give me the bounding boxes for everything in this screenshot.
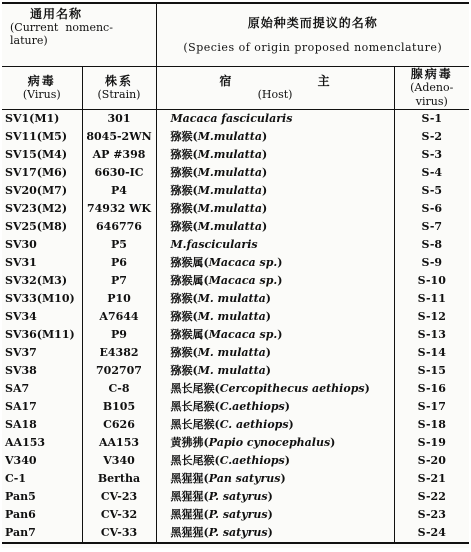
- virus-cell: SV38: [5, 364, 37, 377]
- host-scientific-name: M.fascicularis: [170, 238, 258, 251]
- virus-column-header: [2, 67, 82, 110]
- host-close-paren: ): [265, 310, 272, 323]
- host-cell: [156, 326, 394, 344]
- host-common-name: 黑猩猩(: [170, 472, 209, 485]
- table-row: [2, 488, 469, 506]
- adenovirus-cell: S-14: [394, 344, 469, 362]
- table-row: [2, 308, 469, 326]
- virus-cell: SV25(M8): [5, 220, 68, 233]
- strain-column-header: [82, 67, 156, 110]
- host-scientific-name: M. mulatta: [197, 310, 266, 323]
- host-common-name: 猕猴(: [170, 292, 198, 305]
- nomenclature-table: [2, 2, 469, 544]
- table-row: [2, 110, 469, 129]
- adenovirus-cell: S-3: [394, 146, 469, 164]
- host-common-name: 猕猴属(: [170, 274, 209, 287]
- adenovirus-cell: S-12: [394, 308, 469, 326]
- host-scientific-name: M.mulatta: [197, 184, 262, 197]
- adenovirus-cell: S-22: [394, 488, 469, 506]
- table-row: [2, 326, 469, 344]
- adenovirus-cell: S-18: [394, 416, 469, 434]
- current-nomenclature-en-1: (Current nomenc-: [10, 21, 113, 34]
- strain-cell: 646776: [82, 218, 156, 236]
- strain-cell: V340: [82, 452, 156, 470]
- strain-cell: P10: [82, 290, 156, 308]
- virus-cell: SV17(M6): [5, 166, 68, 179]
- host-cell: [156, 380, 394, 398]
- virus-cell: SV11(M5): [5, 130, 68, 143]
- virus-cell: SV37: [5, 346, 37, 359]
- virus-cell: C-1: [5, 472, 26, 485]
- current-nomenclature-header: [2, 3, 156, 67]
- host-close-paren: ): [277, 274, 283, 287]
- host-cell: [156, 434, 394, 452]
- host-close-paren: ): [267, 508, 273, 521]
- host-scientific-name: M.mulatta: [197, 202, 262, 215]
- strain-header-en: (Strain): [97, 88, 141, 101]
- host-scientific-name: M. mulatta: [197, 364, 266, 377]
- host-scientific-name: Pan satyrus: [208, 472, 281, 485]
- proposed-nomenclature-en: (Species of origin proposed nomenclature): [183, 40, 443, 54]
- strain-header-zh: 株系: [104, 74, 133, 88]
- host-cell: [156, 110, 394, 129]
- virus-cell: V340: [5, 454, 37, 467]
- host-cell: [156, 416, 394, 434]
- table-row: [2, 416, 469, 434]
- strain-cell: A7644: [82, 308, 156, 326]
- host-close-paren: ): [277, 328, 283, 341]
- strain-cell: P4: [82, 182, 156, 200]
- virus-cell: SA7: [5, 382, 30, 395]
- host-close-paren: ): [265, 292, 272, 305]
- table-header-columns: [2, 67, 469, 110]
- host-common-name: 黑猩猩(: [170, 508, 209, 521]
- adenovirus-cell: S-8: [394, 236, 469, 254]
- table-row: [2, 434, 469, 452]
- host-common-name: 猕猴(: [170, 184, 198, 197]
- strain-cell: 301: [82, 110, 156, 129]
- strain-cell: CV-33: [82, 524, 156, 543]
- host-close-paren: ): [284, 400, 290, 413]
- host-column-header: [156, 67, 394, 110]
- strain-cell: AA153: [82, 434, 156, 452]
- adenovirus-cell: S-6: [394, 200, 469, 218]
- host-close-paren: ): [261, 184, 268, 197]
- host-scientific-name: C.aethiops: [219, 454, 285, 467]
- host-common-name: 猕猴(: [170, 220, 198, 233]
- host-common-name: 黑猩猩(: [170, 490, 209, 503]
- host-common-name: 黑长尾猴(: [170, 400, 220, 413]
- host-cell: [156, 254, 394, 272]
- host-scientific-name: P. satyrus: [208, 526, 268, 539]
- host-common-name: 黑长尾猴(: [170, 418, 220, 431]
- host-close-paren: ): [265, 364, 272, 377]
- table-row: [2, 128, 469, 146]
- adenovirus-column-header: [394, 67, 469, 110]
- host-common-name: 黑长尾猴(: [170, 382, 220, 395]
- adenovirus-cell: S-5: [394, 182, 469, 200]
- host-scientific-name: Macaca sp.: [208, 328, 278, 341]
- virus-cell: SV15(M4): [5, 148, 68, 161]
- host-common-name: 猕猴属(: [170, 256, 209, 269]
- adenovirus-header-en-2: virus): [415, 95, 448, 108]
- host-scientific-name: M. mulatta: [197, 292, 266, 305]
- virus-cell: SA18: [5, 418, 37, 431]
- host-scientific-name: M.mulatta: [197, 130, 262, 143]
- host-close-paren: ): [284, 454, 290, 467]
- table-row: [2, 182, 469, 200]
- adenovirus-cell: S-16: [394, 380, 469, 398]
- strain-cell: 6630-IC: [82, 164, 156, 182]
- virus-header-zh: 病毒: [27, 74, 56, 88]
- adenovirus-cell: S-15: [394, 362, 469, 380]
- host-header-zh: 宿 主: [219, 74, 331, 88]
- host-close-paren: ): [261, 202, 268, 215]
- host-common-name: 黑猩猩(: [170, 526, 209, 539]
- table-row: [2, 506, 469, 524]
- strain-cell: P6: [82, 254, 156, 272]
- host-scientific-name: C. aethiops: [219, 418, 289, 431]
- virus-cell: AA153: [5, 436, 46, 449]
- host-close-paren: ): [261, 148, 268, 161]
- table-row: [2, 362, 469, 380]
- virus-cell: SV36(M11): [5, 328, 75, 341]
- host-close-paren: ): [277, 256, 283, 269]
- host-cell: [156, 488, 394, 506]
- strain-cell: C626: [82, 416, 156, 434]
- adenovirus-cell: S-7: [394, 218, 469, 236]
- host-header-en: (Host): [257, 88, 293, 101]
- proposed-nomenclature-header: [156, 3, 469, 67]
- virus-cell: SV1(M1): [5, 112, 60, 125]
- host-common-name: 黑长尾猴(: [170, 454, 220, 467]
- adenovirus-cell: S-17: [394, 398, 469, 416]
- table-row: [2, 164, 469, 182]
- table-row: [2, 398, 469, 416]
- proposed-nomenclature-zh: 原始种类而提议的名称: [247, 15, 378, 30]
- host-close-paren: ): [261, 166, 268, 179]
- adenovirus-cell: S-13: [394, 326, 469, 344]
- strain-cell: 74932 WK: [82, 200, 156, 218]
- table-row: [2, 146, 469, 164]
- document-page: [2, 2, 469, 548]
- host-common-name: 黄狒狒(: [170, 436, 209, 449]
- host-scientific-name: Macaca sp.: [208, 256, 278, 269]
- adenovirus-cell: S-2: [394, 128, 469, 146]
- table-row: [2, 200, 469, 218]
- adenovirus-cell: S-1: [394, 110, 469, 129]
- adenovirus-cell: S-9: [394, 254, 469, 272]
- host-cell: [156, 290, 394, 308]
- table-row: [2, 524, 469, 543]
- strain-cell: E4382: [82, 344, 156, 362]
- virus-cell: SV34: [5, 310, 37, 323]
- host-common-name: 猕猴(: [170, 148, 198, 161]
- adenovirus-cell: S-4: [394, 164, 469, 182]
- host-scientific-name: M.mulatta: [197, 166, 262, 179]
- strain-cell: P9: [82, 326, 156, 344]
- host-scientific-name: Macaca fascicularis: [170, 112, 293, 125]
- table-row: [2, 344, 469, 362]
- current-nomenclature-en-2: lature): [10, 34, 48, 47]
- table-row: [2, 236, 469, 254]
- host-cell: [156, 146, 394, 164]
- host-common-name: 猕猴(: [170, 346, 198, 359]
- host-common-name: 猕猴(: [170, 202, 198, 215]
- strain-cell: CV-32: [82, 506, 156, 524]
- virus-cell: Pan6: [5, 508, 36, 521]
- host-close-paren: ): [261, 130, 268, 143]
- adenovirus-cell: S-10: [394, 272, 469, 290]
- adenovirus-cell: S-11: [394, 290, 469, 308]
- host-cell: [156, 524, 394, 543]
- host-close-paren: ): [267, 526, 273, 539]
- host-scientific-name: Macaca sp.: [208, 274, 278, 287]
- host-close-paren: ): [330, 436, 336, 449]
- host-cell: [156, 506, 394, 524]
- adenovirus-header-en-1: (Adeno-: [410, 81, 454, 94]
- virus-cell: Pan7: [2, 524, 82, 543]
- table-header-top: [2, 3, 469, 67]
- host-common-name: 猕猴属(: [170, 328, 209, 341]
- host-close-paren: ): [288, 418, 294, 431]
- host-scientific-name: P. satyrus: [208, 490, 268, 503]
- virus-cell: SV31: [5, 256, 37, 269]
- host-close-paren: ): [364, 382, 370, 395]
- host-close-paren: ): [267, 490, 273, 503]
- adenovirus-cell: S-20: [394, 452, 469, 470]
- adenovirus-cell: S-23: [394, 506, 469, 524]
- strain-cell: 702707: [82, 362, 156, 380]
- virus-cell: SV32(M3): [5, 274, 68, 287]
- host-scientific-name: M. mulatta: [197, 346, 266, 359]
- strain-cell: B105: [82, 398, 156, 416]
- host-scientific-name: Papio cynocephalus: [208, 436, 331, 449]
- strain-cell: C-8: [82, 380, 156, 398]
- current-nomenclature-zh: 通用名称: [30, 7, 83, 21]
- host-cell: [156, 308, 394, 326]
- host-cell: [156, 128, 394, 146]
- strain-cell: Bertha: [82, 470, 156, 488]
- host-close-paren: ): [265, 346, 272, 359]
- host-common-name: 猕猴(: [170, 166, 198, 179]
- host-scientific-name: Cercopithecus aethiops: [219, 382, 365, 395]
- host-common-name: 猕猴(: [170, 310, 198, 323]
- virus-cell: SA17: [5, 400, 37, 413]
- virus-cell: SV30: [5, 238, 37, 251]
- host-close-paren: ): [261, 220, 268, 233]
- adenovirus-cell: S-19: [394, 434, 469, 452]
- host-cell: [156, 236, 394, 254]
- strain-cell: P7: [82, 272, 156, 290]
- adenovirus-header-zh: 腺病毒: [410, 67, 453, 81]
- adenovirus-cell: S-24: [394, 524, 469, 543]
- virus-cell: SV23(M2): [5, 202, 68, 215]
- host-cell: [156, 362, 394, 380]
- table-row: [2, 272, 469, 290]
- host-cell: [156, 344, 394, 362]
- table-row: [2, 470, 469, 488]
- table-body: [2, 110, 469, 544]
- table-row: [2, 218, 469, 236]
- host-cell: [156, 200, 394, 218]
- host-cell: [156, 452, 394, 470]
- strain-cell: P5: [82, 236, 156, 254]
- host-common-name: 猕猴(: [170, 130, 198, 143]
- virus-header-en: (Virus): [22, 88, 61, 101]
- table-row: [2, 380, 469, 398]
- host-scientific-name: M.mulatta: [197, 148, 262, 161]
- host-scientific-name: C.aethiops: [219, 400, 285, 413]
- virus-cell: Pan5: [5, 490, 36, 503]
- virus-cell: SV20(M7): [5, 184, 68, 197]
- table-row: [2, 290, 469, 308]
- host-close-paren: ): [280, 472, 286, 485]
- virus-cell: SV33(M10): [5, 292, 75, 305]
- host-cell: [156, 470, 394, 488]
- host-cell: [156, 218, 394, 236]
- table-row: [2, 254, 469, 272]
- strain-cell: 8045-2WN: [82, 128, 156, 146]
- host-common-name: 猕猴(: [170, 364, 198, 377]
- strain-cell: AP #398: [82, 146, 156, 164]
- host-cell: [156, 182, 394, 200]
- host-cell: [156, 164, 394, 182]
- host-cell: [156, 272, 394, 290]
- host-scientific-name: M.mulatta: [197, 220, 262, 233]
- adenovirus-cell: S-21: [394, 470, 469, 488]
- strain-cell: CV-23: [82, 488, 156, 506]
- host-scientific-name: P. satyrus: [208, 508, 268, 521]
- table-row: [2, 452, 469, 470]
- host-cell: [156, 398, 394, 416]
